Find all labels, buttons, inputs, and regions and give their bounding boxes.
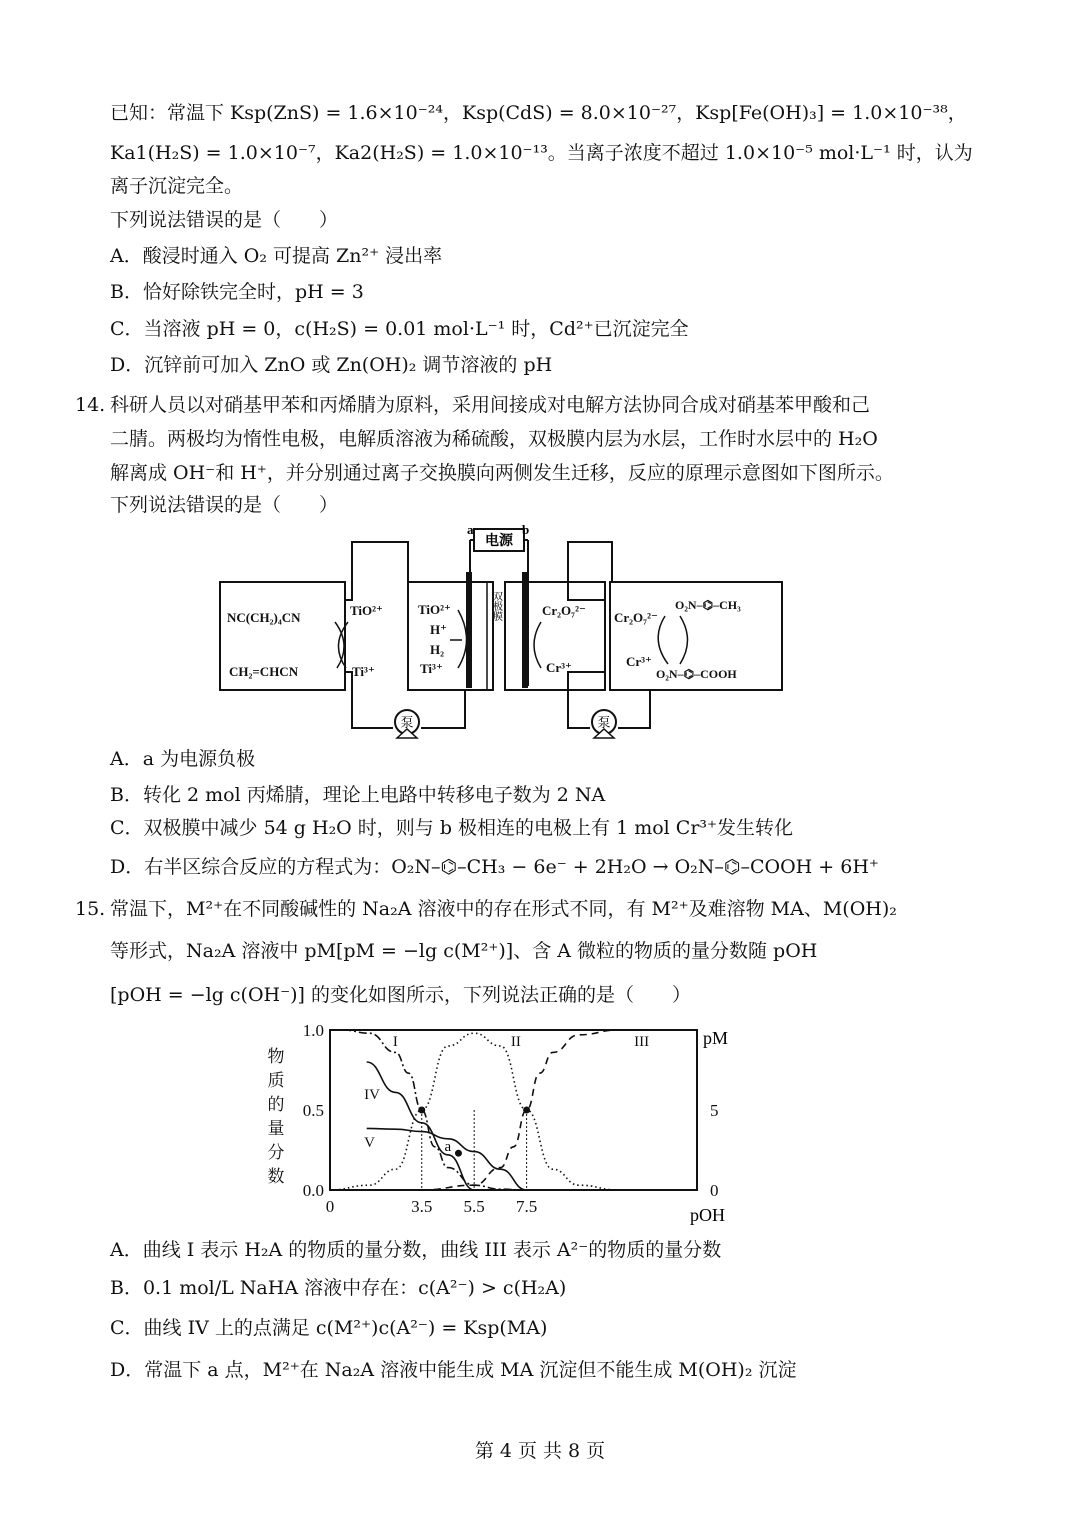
q13-known-line-2: Ka1(H₂S) = 1.0×10⁻⁷，Ka2(H₂S) = 1.0×10⁻¹³。当离子浓度不超过 1.0×10⁻⁵ mol·L⁻¹ 时，认为 [110, 142, 973, 164]
pump-left [395, 710, 419, 738]
y-right-tick-label: 5 [710, 1101, 719, 1120]
q15-stem-line-2: 等形式，Na₂A 溶液中 pM[pM = −lg c(M²⁺)]、含 A 微粒的物质的量分数随 pOH [110, 940, 818, 962]
q15-number: 15. [75, 898, 106, 920]
q13-option-c: C．当溶液 pH = 0，c(H₂S) = 0.01 mol·L⁻¹ 时，Cd²⁺已沉淀完全 [110, 318, 689, 340]
membrane-label: 双极膜 [490, 591, 502, 621]
ylabel-char-1: 质 [267, 1071, 285, 1090]
q13-option-d: D．沉锌前可加入 ZnO 或 Zn(OH)₂ 调节溶液的 pH [110, 354, 553, 376]
intersection-point [523, 1107, 530, 1114]
series-iv-line [367, 1062, 474, 1190]
point-a-label: a [444, 1139, 452, 1156]
series-iv-label: IV [364, 1087, 380, 1103]
q14-option-c: C．双极膜中减少 54 g H₂O 时，则与 b 极相连的电极上有 1 mol Cr³⁺发生转化 [110, 817, 794, 839]
y-left-tick-label: 1.0 [302, 1021, 324, 1040]
y-left-tick-label: 0.0 [302, 1181, 324, 1200]
q14-option-a: A．a 为电源负极 [110, 748, 256, 770]
power-source-label: 电源 [485, 534, 513, 549]
ylabel-char-2: 的 [267, 1095, 285, 1114]
anode-dichromate-label: Cr₂O₇²⁻ [542, 603, 586, 618]
series-iii-line [422, 1030, 645, 1190]
series-ii-label: II [510, 1034, 521, 1051]
q15-option-d: D．常温下 a 点，M²⁺在 Na₂A 溶液中能生成 MA 沉淀但不能生成 M(OH)₂ 沉淀 [110, 1359, 797, 1381]
q14-stem-line-1: 科研人员以对硝基甲苯和丙烯腈为原料，采用间接成对电解方法协同合成对硝基苯甲酸和己 [110, 394, 871, 416]
x-axis-label: pOH [690, 1205, 725, 1225]
cathode-ti3-label: Ti³⁺ [420, 661, 443, 676]
q13-known-line-3: 离子沉淀完全。 [110, 175, 244, 197]
q15-stem-line-3: [pOH = −lg c(OH⁻)] 的变化如图所示，下列说法正确的是（ ） [110, 984, 692, 1006]
q13-question: 下列说法错误的是（ ） [110, 209, 339, 231]
electrolysis-diagram [210, 520, 790, 750]
anode-electrode [522, 572, 528, 688]
ylabel-char-4: 分 [267, 1143, 285, 1162]
pump-right [592, 710, 616, 738]
series-v-line [367, 1128, 527, 1190]
q14-option-d: D．右半区综合反应的方程式为：O₂N–⌬–CH₃ − 6e⁻ + 2H₂O → O₂N–⌬–COOH + 6H⁺ [110, 856, 879, 878]
bipolar-membrane [487, 582, 505, 690]
ylabel-char-3: 量 [267, 1119, 285, 1138]
series-iii-label: III [634, 1034, 650, 1051]
q15-option-b: B．0.1 mol/L NaHA 溶液中存在：c(A²⁻) > c(H₂A) [110, 1277, 567, 1299]
q13-option-b: B．恰好除铁完全时，pH = 3 [110, 281, 364, 303]
pump-label-right: 泵 [597, 715, 611, 730]
q14-option-b: B．转化 2 mol 丙烯腈，理论上电路中转移电子数为 2 NA [110, 784, 606, 806]
q15-option-a: A．曲线 I 表示 H₂A 的物质的量分数，曲线 III 表示 A²⁻的物质的量分数 [110, 1239, 722, 1261]
series-v-label: V [364, 1135, 375, 1151]
acrylonitrile-label: CH₂=CHCN [229, 664, 299, 679]
right-tank-dichromate-label: Cr₂O₇²⁻ [614, 610, 658, 625]
q14-stem-line-3: 解离成 OH⁻和 H⁺，并分别通过离子交换膜向两侧发生迁移，反应的原理示意图如下图所示。 [110, 462, 894, 484]
adiponitrile-label: NC(CH₂)₄CN [227, 610, 301, 625]
cathode-h-plus-label: H⁺ [430, 622, 447, 637]
pump-label-left: 泵 [400, 715, 414, 730]
y-axis-right-label: pM [703, 1028, 729, 1048]
point-a [455, 1150, 462, 1157]
terminal-a-label: a [467, 522, 474, 537]
series-i-label: I [392, 1034, 398, 1051]
pom-fraction-chart [250, 1015, 770, 1230]
terminal-b-label: b [522, 522, 530, 537]
nitrobenzoic-acid-label: O₂N–⌬–COOH [656, 667, 737, 681]
plot-frame [330, 1030, 697, 1190]
tio-left-tank-label: TiO²⁺ [350, 603, 383, 618]
ylabel-char-0: 物 [267, 1047, 285, 1066]
y-left-tick-label: 0.5 [302, 1101, 324, 1120]
ylabel-char-5: 数 [267, 1167, 285, 1186]
ti3-left-tank-label: Ti³⁺ [352, 664, 375, 679]
x-tick-label: 3.5 [411, 1197, 433, 1216]
y-axis-left-label [268, 1047, 285, 1186]
cathode-h2-label: H₂ [430, 642, 445, 657]
q13-option-a: A．酸浸时通入 O₂ 可提高 Zn²⁺ 浸出率 [110, 245, 443, 267]
x-tick-label: 0 [325, 1197, 335, 1216]
cathode-electrode [466, 572, 472, 688]
cathode-tio-label: TiO²⁺ [418, 602, 451, 617]
q14-number: 14. [75, 394, 106, 416]
page-footer: 第 4 页 共 8 页 [474, 1440, 606, 1462]
q15-option-c: C．曲线 IV 上的点满足 c(M²⁺)c(A²⁻) = Ksp(MA) [110, 1317, 548, 1339]
y-right-tick-label: 0 [710, 1181, 719, 1200]
x-tick-label: 7.5 [515, 1197, 538, 1216]
x-tick-label: 5.5 [463, 1197, 485, 1216]
anode-cr3-label: Cr³⁺ [546, 660, 572, 675]
q14-stem-line-4: 下列说法错误的是（ ） [110, 494, 339, 516]
q15-stem-line-1: 常温下，M²⁺在不同酸碱性的 Na₂A 溶液中的存在形式不同，有 M²⁺及难溶物 MA、M(OH)₂ [110, 898, 897, 920]
q13-known-line-1: 已知：常温下 Ksp(ZnS) = 1.6×10⁻²⁴，Ksp(CdS) = 8.0×10⁻²⁷，Ksp[Fe(OH)₃] = 1.0×10⁻³⁸， [110, 102, 967, 124]
q14-stem-line-2: 二腈。两极均为惰性电极，电解质溶液为稀硫酸，双极膜内层为水层，工作时水层中的 H₂O [110, 428, 878, 450]
intersection-point [418, 1107, 425, 1114]
series-i-line [343, 1030, 527, 1190]
right-tank-cr3-label: Cr³⁺ [626, 654, 652, 669]
nitrotoluene-label: O₂N–⌬–CH₃ [675, 598, 741, 612]
